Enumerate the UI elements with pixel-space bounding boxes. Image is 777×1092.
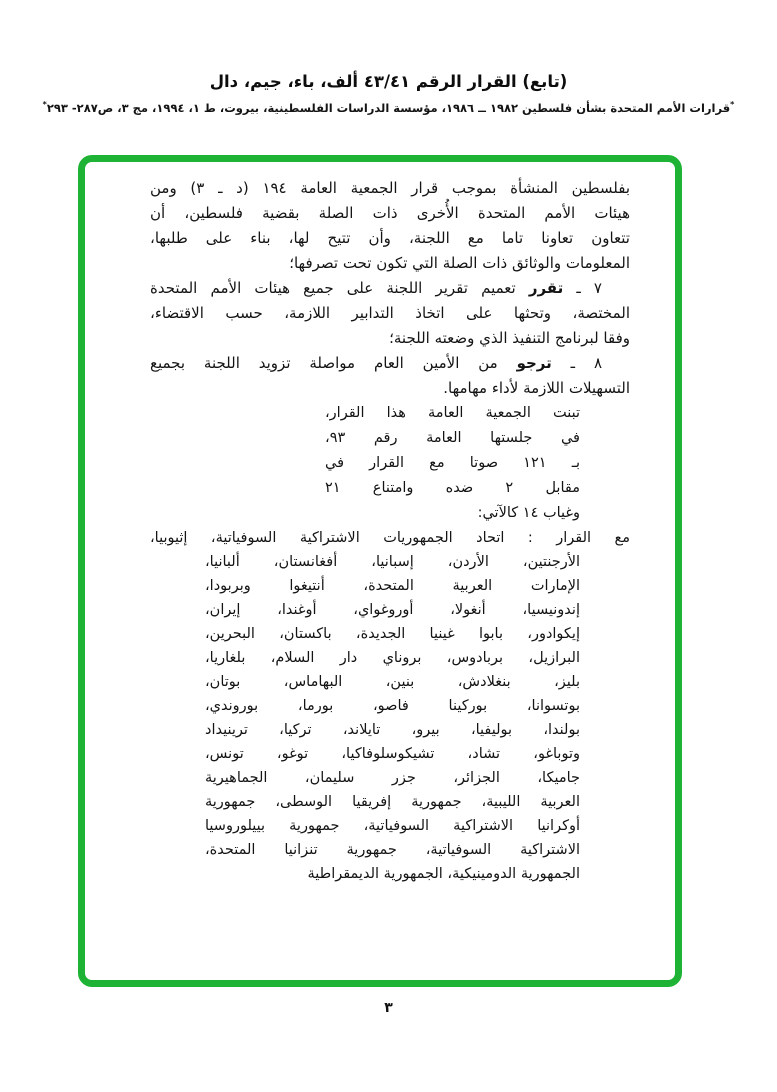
clause-8-text: من الأمين العام مواصلة تزويد اللجنة بجميع — [150, 354, 517, 372]
text-line: التسهيلات اللازمة لأداء مهامها. — [443, 379, 630, 397]
clause-7-first-line — [150, 276, 630, 301]
footnote-mark-end: * — [42, 100, 47, 109]
source-citation-text: قرارات الأمم المتحدة بشأن فلسطين ١٩٨٢ ــ ١٩٨٦، مؤسسة الدراسات الفلسطينية، بيروت، ط ١، ١٩٩٤، مج ٣، ص٢٨٧- ٢٩٣ — [46, 100, 731, 115]
adoption-line: بـ ١٢١ صوتا مع القرار في — [325, 455, 580, 471]
text-line: هيئات الأمم المتحدة الأُخرى ذات الصلة بقضية فلسطين، أن — [150, 204, 630, 222]
clause-7 — [150, 276, 630, 351]
country-line: إندونيسيا، أنغولا، أوروغواي، أوغندا، إيران، — [205, 602, 580, 618]
text-line: تتعاون تعاونا تاما مع اللجنة، وأن تتيح لها، بناء على طلبها، — [150, 229, 630, 247]
clause-8-lines — [150, 376, 630, 401]
clause-7-text: تعميم تقرير اللجنة على جميع هيئات الأمم المتحدة — [150, 279, 529, 297]
adoption-line: مقابل ٢ ضده وامتناع ٢١ — [325, 480, 580, 496]
resolution-text-column — [85, 162, 675, 980]
source-citation — [0, 100, 777, 115]
paragraph-continuation — [150, 176, 630, 276]
clause-8 — [150, 351, 630, 401]
text-line: المعلومات والوثائق ذات الصلة التي تكون تحت تصرفها؛ — [289, 254, 630, 272]
footnote-mark-start: * — [730, 100, 735, 109]
clause-8-keyword: ترجو — [516, 354, 552, 372]
vote-country-lines — [150, 550, 630, 886]
page-number: ٣ — [384, 1000, 393, 1016]
country-line: الأرجنتين، الأردن، إسبانيا، أفغانستان، ألبانيا، — [205, 554, 580, 570]
vote-countries-start: اتحاد الجمهوريات الاشتراكية السوفياتية، إثيوبيا، — [150, 530, 505, 546]
country-line: بوتسوانا، بوركينا فاصو، بورما، بوروندي، — [205, 698, 580, 714]
clause-8-first-line — [150, 351, 630, 376]
clause-8-number: ٨ ـ — [551, 354, 603, 372]
country-line: إيكوادور، بابوا غينيا الجديدة، باكستان، البحرين، — [205, 626, 580, 642]
adoption-line: تبنت الجمعية العامة هذا القرار، — [325, 405, 580, 421]
adoption-line: وغياب ١٤ كالآتي: — [477, 505, 580, 521]
country-line: بولندا، بوليفيا، بيرو، تايلاند، تركيا، ترينيداد — [205, 722, 580, 738]
vote-colon: : — [504, 530, 557, 546]
country-line: العربية الليبية، جمهورية إفريقيا الوسطى، جمهورية — [205, 794, 580, 810]
country-line: الجمهورية الدومينيكية، الجمهورية الديمقراطية — [307, 866, 580, 882]
adoption-line: في جلستها العامة رقم ٩٣، — [325, 430, 580, 446]
clause-7-keyword: تقرر — [528, 279, 564, 297]
country-line: أوكرانيا الاشتراكية السوفياتية، جمهورية بييلوروسيا — [205, 818, 580, 834]
clause-7-number: ٧ ـ — [563, 279, 602, 297]
clause-7-lines — [150, 301, 630, 351]
document-header — [0, 72, 777, 115]
country-line: جاميكا، الجزائر، جزر سليمان، الجماهيرية — [205, 770, 580, 786]
text-line: بفلسطين المنشأة بموجب قرار الجمعية العامة ١٩٤ (د ـ ٣) ومن — [150, 179, 631, 197]
adoption-note — [325, 401, 580, 526]
text-line: وفقا لبرنامج التنفيذ الذي وضعته اللجنة؛ — [389, 329, 630, 347]
text-line: المختصة، وتحثها على اتخاذ التدابير اللازمة، حسب الاقتضاء، — [150, 304, 630, 322]
country-line: الاشتراكية السوفياتية، جمهورية تنزانيا المتحدة، — [205, 842, 580, 858]
vote-record — [150, 526, 630, 886]
country-line: بليز، بنغلادش، بنين، البهاماس، بوتان، — [205, 674, 580, 690]
vote-label: مع القرار — [556, 530, 631, 546]
vote-first-line — [150, 526, 630, 550]
green-frame — [78, 155, 682, 987]
country-line: البرازيل، بربادوس، بروناي دار السلام، بلغاريا، — [205, 650, 580, 666]
country-line: وتوباغو، تشاد، تشيكوسلوفاكيا، توغو، تونس، — [205, 746, 580, 762]
resolution-title: (تابع) القرار الرقم ٤٣/٤١ ألف، باء، جيم، دال — [209, 72, 568, 91]
country-line: الإمارات العربية المتحدة، أنتيغوا وبربودا، — [205, 578, 580, 594]
